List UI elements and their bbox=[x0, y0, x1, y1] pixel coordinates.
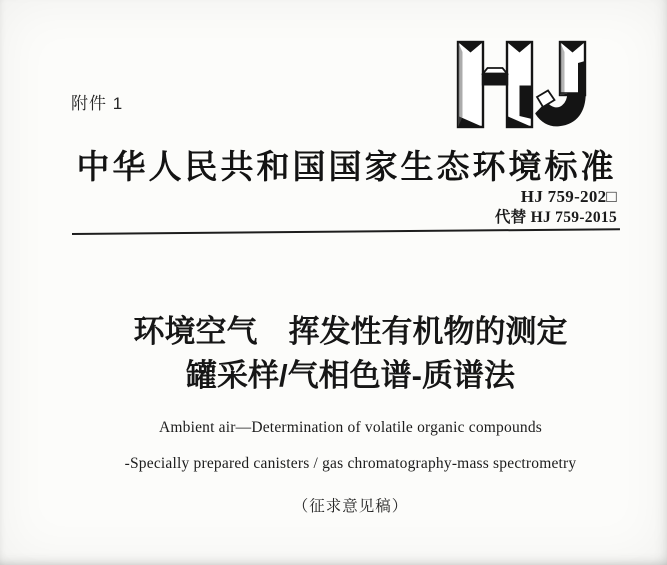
standard-number: HJ 759-202□ bbox=[520, 187, 617, 206]
replaces-note: 代替 HJ 759-2015 bbox=[494, 209, 617, 226]
document-title-en-line1: Ambient air—Determination of volatile organic compounds bbox=[158, 419, 543, 436]
document-title-zh-line1: 环境空气 挥发性有机物的测定 bbox=[133, 314, 568, 349]
document-title-zh-line2: 罐采样/气相色谱-质谱法 bbox=[186, 358, 515, 393]
hj-logo-icon bbox=[455, 37, 591, 129]
standard-number-block bbox=[495, 187, 617, 226]
header-rule bbox=[72, 228, 620, 235]
draft-for-comments-note: （征求意见稿） bbox=[292, 498, 409, 515]
document-title-en-line2: -Specially prepared canisters / gas chromatography-mass spectrometry bbox=[124, 455, 577, 472]
document-title-zh bbox=[34, 315, 667, 392]
attachment-label: 附件 1 bbox=[71, 94, 124, 113]
standard-header-title: 中华人民共和国国家生态环境标准 bbox=[76, 150, 617, 186]
